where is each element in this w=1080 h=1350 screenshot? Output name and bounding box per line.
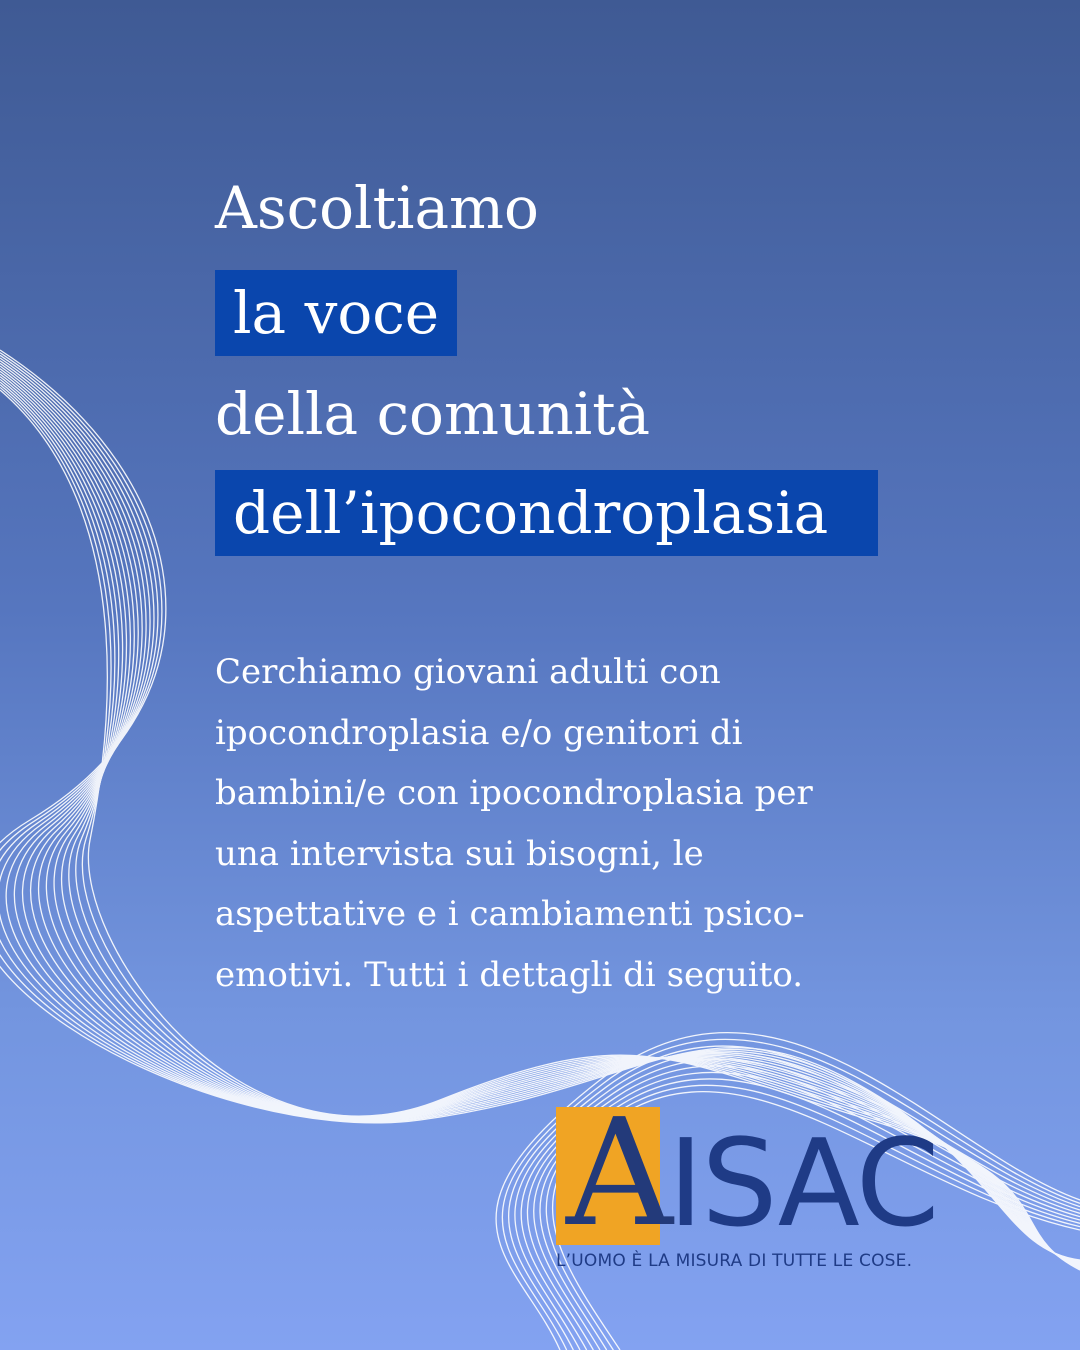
logo-tagline: L’UOMO È LA MISURA DI TUTTE LE COSE.: [556, 1251, 913, 1271]
headline-line-2-highlight: la voce: [215, 270, 457, 356]
headline-line-4-highlight: dell’ipocondroplasia: [215, 470, 878, 556]
headline-line-3: della comunità: [215, 380, 651, 448]
aisac-logo: [556, 1087, 938, 1275]
headline-line-1: Ascoltiamo: [215, 174, 539, 242]
logo-name: ISAC: [668, 1115, 938, 1254]
logo-letter-a: A: [566, 1087, 673, 1259]
body-text: Cerchiamo giovani adulti con ipocondroplasia e/o genitori di bambini/e con ipocondroplasia per una intervista sui bisogni, le aspettative e i cambiamenti psico-emotivi. Tutti i dettagli di seguito.: [215, 652, 813, 995]
